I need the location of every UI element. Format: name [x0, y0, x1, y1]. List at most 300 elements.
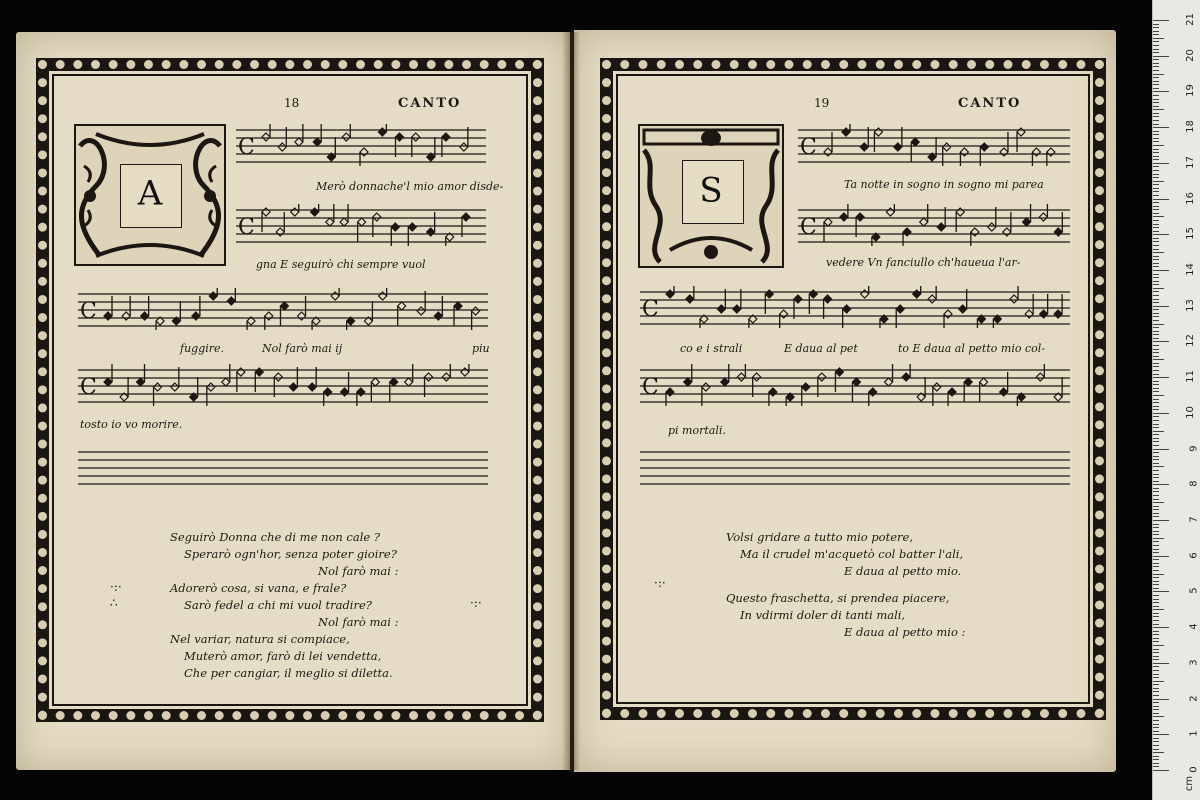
ruler-minor-tick [1153, 481, 1159, 482]
note-icon [872, 233, 880, 246]
ruler-tick [1153, 20, 1169, 21]
ruler-minor-tick [1153, 252, 1164, 253]
ruler-minor-tick [1153, 320, 1159, 321]
note-icon [454, 302, 462, 326]
ruler-minor-tick [1153, 749, 1159, 750]
ruler-minor-tick [1153, 681, 1164, 682]
ruler-minor-tick [1153, 384, 1159, 385]
left-lyric-line-4: Nol farò mai ij [262, 342, 343, 355]
note-icon [276, 212, 284, 236]
ruler-minor-tick [1153, 541, 1159, 542]
ruler-tick [1153, 413, 1169, 414]
ruler-minor-tick [1153, 52, 1159, 53]
note-icon [136, 364, 144, 386]
note-icon [977, 315, 985, 328]
right-initial-letter: S [699, 170, 723, 211]
ruler-minor-tick [1153, 345, 1159, 346]
clef-icon: C [800, 215, 817, 240]
ruler-minor-tick [1153, 159, 1159, 160]
ruler-tick [1153, 556, 1169, 557]
measurement-ruler [1152, 0, 1200, 800]
ruler-minor-tick [1153, 209, 1159, 210]
ruler-number: 15 [1185, 227, 1197, 241]
ruler-minor-tick [1153, 638, 1159, 639]
note-icon [1023, 204, 1031, 226]
left-dot-ornament-3: ·:· [470, 596, 482, 610]
note-icon [172, 301, 180, 325]
ruler-minor-tick [1153, 459, 1159, 460]
note-icon [869, 388, 877, 406]
ruler-number: 12 [1185, 334, 1197, 348]
ruler-minor-tick [1153, 438, 1159, 439]
ruler-minor-tick [1153, 759, 1159, 760]
ruler-minor-tick [1153, 313, 1159, 314]
ruler-number: 11 [1185, 370, 1197, 384]
left-poem-line-4: Adorerò cosa, si vana, e frale? [170, 581, 347, 595]
note-icon [378, 124, 386, 136]
ruler-minor-tick [1153, 316, 1159, 317]
ruler-minor-tick [1153, 370, 1159, 371]
note-icon [255, 368, 263, 392]
ruler-minor-tick [1153, 466, 1164, 467]
note-icon [913, 286, 921, 298]
left-poem-line-5: Sarò fedel a chi mi vuol tradire? [184, 598, 372, 612]
note-icon [311, 204, 319, 216]
note-icon [326, 204, 334, 226]
note-icon [327, 137, 335, 161]
right-poem [726, 530, 965, 642]
ruler-minor-tick [1153, 49, 1159, 50]
ruler-number: 17 [1185, 155, 1197, 169]
note-icon [666, 286, 674, 298]
ruler-minor-tick [1153, 249, 1159, 250]
ruler-minor-tick [1153, 99, 1159, 100]
ruler-number: 7 [1188, 516, 1200, 523]
right-lyric-line-5: to E daua al petto mio col- [898, 342, 1045, 355]
ruler-minor-tick [1153, 516, 1159, 517]
ruler-minor-tick [1153, 34, 1159, 35]
ruler-number: 16 [1185, 191, 1197, 205]
clef-icon: C [238, 135, 255, 160]
left-decorated-initial [74, 124, 226, 266]
ruler-number: 9 [1188, 444, 1200, 452]
note-icon [405, 364, 413, 386]
note-icon [980, 378, 988, 402]
ruler-minor-tick [1153, 463, 1159, 464]
ruler-tick [1153, 163, 1169, 164]
ruler-minor-tick [1153, 477, 1159, 478]
right-staff-2 [798, 204, 1070, 246]
ruler-minor-tick [1153, 77, 1159, 78]
ruler-minor-tick [1153, 277, 1159, 278]
right-poem-line-2: Ma il crudel m'acquetò col batter l'ali, [740, 547, 964, 561]
right-poem-line-5: In vdirmi doler di tanti mali, [740, 608, 906, 622]
ruler-minor-tick [1153, 191, 1159, 192]
note-icon [209, 288, 217, 300]
note-icon [749, 315, 757, 328]
note-icon [427, 137, 435, 161]
ruler-tick [1153, 520, 1169, 521]
note-icon [840, 204, 848, 221]
ruler-minor-tick [1153, 645, 1164, 646]
note-icon [1017, 128, 1025, 152]
left-poem-line-8: Muterò amor, farò di lei vendetta, [184, 649, 382, 663]
ruler-minor-tick [1153, 81, 1159, 82]
note-icon [364, 301, 372, 325]
ruler-minor-tick [1153, 359, 1164, 360]
left-staff-1 [236, 124, 486, 166]
ruler-minor-tick [1153, 266, 1159, 267]
ruler-tick [1153, 270, 1169, 271]
ruler-minor-tick [1153, 366, 1159, 367]
ruler-minor-tick [1153, 134, 1159, 135]
note-icon [340, 204, 348, 226]
ruler-tick [1153, 377, 1169, 378]
ruler-minor-tick [1153, 388, 1159, 389]
ruler-minor-tick [1153, 731, 1159, 732]
note-icon [312, 317, 320, 330]
ruler-minor-tick [1153, 431, 1164, 432]
note-icon [928, 137, 936, 161]
ruler-minor-tick [1153, 534, 1159, 535]
ruler-number: 0 [1188, 766, 1200, 773]
note-icon [1054, 294, 1062, 318]
ruler-tick [1153, 91, 1169, 92]
note-icon [156, 317, 164, 330]
ruler-minor-tick [1153, 170, 1159, 171]
ruler-minor-tick [1153, 624, 1159, 625]
ruler-minor-tick [1153, 213, 1159, 214]
ruler-minor-tick [1153, 609, 1164, 610]
ruler-minor-tick [1153, 424, 1159, 425]
right-lyric-line-2: vedere Vn fanciullo ch'haueua l'ar- [826, 256, 1021, 269]
left-dot-ornament-2: ∴ [110, 596, 118, 610]
right-running-head: CANTO [958, 96, 1022, 111]
note-icon [956, 208, 964, 232]
ruler-minor-tick [1153, 452, 1159, 453]
ruler-number: 1 [1188, 730, 1200, 737]
ruler-minor-tick [1153, 45, 1159, 46]
note-icon [1040, 294, 1048, 318]
ruler-minor-tick [1153, 66, 1159, 67]
ruler-tick [1153, 770, 1169, 771]
ruler-minor-tick [1153, 577, 1159, 578]
left-poem-line-2: Sperarò ogn'hor, senza poter gioire? [184, 547, 397, 561]
note-icon [427, 212, 435, 236]
right-lyric-line-4: E daua al pet [784, 342, 858, 355]
right-lyric-line-1: Ta notte in sogno in sogno mi parea [844, 178, 1044, 191]
ruler-number: 4 [1188, 623, 1200, 630]
ruler-minor-tick [1153, 684, 1159, 685]
ruler-tick [1153, 591, 1169, 592]
left-lyric-line-1: Merò donnache'l mio amor disde- [316, 180, 504, 193]
ruler-minor-tick [1153, 588, 1159, 589]
ruler-minor-tick [1153, 570, 1159, 571]
clef-icon: C [80, 375, 97, 400]
clef-icon: C [642, 375, 659, 400]
ruler-minor-tick [1153, 741, 1159, 742]
ruler-minor-tick [1153, 527, 1159, 528]
ruler-minor-tick [1153, 291, 1159, 292]
ruler-minor-tick [1153, 613, 1159, 614]
ruler-minor-tick [1153, 559, 1159, 560]
ruler-tick [1153, 234, 1169, 235]
note-icon [192, 296, 200, 320]
ruler-minor-tick [1153, 331, 1159, 332]
ruler-minor-tick [1153, 656, 1159, 657]
ruler-minor-tick [1153, 106, 1159, 107]
note-icon [227, 288, 235, 305]
right-staff-4 [640, 364, 1070, 406]
ruler-minor-tick [1153, 406, 1159, 407]
left-poem-line-3: Nol farò mai : [318, 564, 399, 578]
ruler-minor-tick [1153, 327, 1159, 328]
ruler-minor-tick [1153, 95, 1159, 96]
ruler-minor-tick [1153, 402, 1159, 403]
right-lyric-line-3: co e i strali [680, 342, 743, 355]
right-page-number: 19 [814, 96, 830, 110]
ruler-minor-tick [1153, 309, 1159, 310]
ruler-minor-tick [1153, 409, 1159, 410]
left-page-number: 18 [284, 96, 300, 110]
note-icon [700, 315, 708, 328]
left-lyric-line-6: tosto io vo morire. [80, 418, 183, 431]
ruler-minor-tick [1153, 563, 1159, 564]
note-icon [122, 296, 130, 320]
ruler-minor-tick [1153, 288, 1164, 289]
right-staff-1 [798, 124, 1070, 166]
book-gutter [562, 32, 580, 770]
note-icon [809, 290, 817, 314]
note-icon [721, 364, 729, 386]
ruler-minor-tick [1153, 634, 1159, 635]
ruler-minor-tick [1153, 124, 1159, 125]
left-running-head: CANTO [398, 96, 462, 111]
note-icon [104, 364, 112, 386]
ruler-minor-tick [1153, 552, 1159, 553]
note-icon [1017, 393, 1025, 406]
ruler-tick [1153, 127, 1169, 128]
left-lyric-line-3: fuggire. [180, 342, 225, 355]
note-icon [666, 388, 674, 406]
ruler-minor-tick [1153, 502, 1164, 503]
ruler-tick [1153, 306, 1169, 307]
ruler-tick [1153, 663, 1169, 664]
note-icon [960, 148, 968, 166]
ruler-minor-tick [1153, 299, 1159, 300]
left-dot-ornament-1: ·:· [110, 580, 122, 594]
ruler-minor-tick [1153, 38, 1164, 39]
ruler-minor-tick [1153, 109, 1164, 110]
note-icon [903, 228, 911, 246]
ruler-number: 21 [1185, 13, 1197, 26]
ruler-minor-tick [1153, 138, 1159, 139]
ruler-minor-tick [1153, 763, 1159, 764]
right-lyric-line-6: pi mortali. [668, 424, 726, 437]
right-staff-empty [640, 446, 1070, 488]
note-icon [262, 208, 270, 232]
note-icon [684, 364, 692, 386]
note-icon [141, 296, 149, 320]
ruler-minor-tick [1153, 374, 1159, 375]
ruler-minor-tick [1153, 474, 1159, 475]
ruler-number: 10 [1185, 405, 1197, 419]
note-icon [686, 286, 694, 303]
note-icon [434, 296, 442, 320]
ruler-minor-tick [1153, 352, 1159, 353]
ruler-minor-tick [1153, 177, 1159, 178]
clef-icon: C [80, 299, 97, 324]
ruler-minor-tick [1153, 84, 1159, 85]
ruler-minor-tick [1153, 59, 1159, 60]
note-icon [842, 124, 850, 136]
ruler-minor-tick [1153, 738, 1159, 739]
ruler-minor-tick [1153, 145, 1164, 146]
ruler-number: 20 [1185, 48, 1197, 62]
note-icon [1032, 148, 1040, 166]
ruler-minor-tick [1153, 445, 1159, 446]
note-icon [120, 377, 128, 401]
ruler-minor-tick [1153, 149, 1159, 150]
ruler-minor-tick [1153, 156, 1159, 157]
note-icon [874, 128, 882, 152]
ruler-minor-tick [1153, 284, 1159, 285]
ruler-minor-tick [1153, 349, 1159, 350]
ruler-minor-tick [1153, 259, 1159, 260]
ruler-minor-tick [1153, 131, 1159, 132]
ruler-minor-tick [1153, 70, 1159, 71]
ruler-minor-tick [1153, 302, 1159, 303]
ruler-minor-tick [1153, 724, 1159, 725]
clef-icon: C [642, 297, 659, 322]
ruler-number: 3 [1188, 659, 1200, 666]
ruler-minor-tick [1153, 677, 1159, 678]
ruler-minor-tick [1153, 584, 1159, 585]
ruler-minor-tick [1153, 31, 1159, 32]
ruler-minor-tick [1153, 674, 1159, 675]
ruler-minor-tick [1153, 756, 1159, 757]
left-staff-2 [236, 204, 486, 246]
ruler-minor-tick [1153, 166, 1159, 167]
ruler-minor-tick [1153, 506, 1159, 507]
ruler-minor-tick [1153, 181, 1164, 182]
ruler-minor-tick [1153, 216, 1164, 217]
note-icon [341, 372, 349, 396]
ruler-minor-tick [1153, 488, 1159, 489]
ruler-minor-tick [1153, 513, 1159, 514]
note-icon [190, 377, 198, 401]
ruler-minor-tick [1153, 599, 1159, 600]
ruler-minor-tick [1153, 245, 1159, 246]
ruler-minor-tick [1153, 174, 1159, 175]
ruler-minor-tick [1153, 616, 1159, 617]
right-poem-line-3: E daua al petto mio. [844, 564, 962, 578]
ruler-minor-tick [1153, 531, 1159, 532]
ruler-minor-tick [1153, 184, 1159, 185]
note-icon [247, 317, 255, 330]
ruler-minor-tick [1153, 120, 1159, 121]
note-icon [1054, 212, 1062, 236]
right-staff-3 [640, 286, 1070, 328]
ruler-minor-tick [1153, 195, 1159, 196]
ruler-minor-tick [1153, 152, 1159, 153]
note-icon [1047, 148, 1055, 166]
ruler-minor-tick [1153, 745, 1159, 746]
note-icon [1003, 212, 1011, 236]
ruler-minor-tick [1153, 566, 1159, 567]
ruler-number: 2 [1188, 694, 1200, 702]
ruler-minor-tick [1153, 416, 1159, 417]
ruler-number: 18 [1185, 120, 1197, 134]
ruler-unit-label: cm [1183, 775, 1195, 792]
left-poem-line-9: Che per cangiar, il meglio si diletta. [184, 666, 393, 680]
ruler-minor-tick [1153, 727, 1159, 728]
left-staff-3 [78, 288, 488, 330]
ruler-number: 6 [1188, 552, 1200, 559]
ruler-minor-tick [1153, 545, 1159, 546]
note-icon [917, 377, 925, 401]
ruler-minor-tick [1153, 281, 1159, 282]
note-icon [993, 315, 1001, 328]
ruler-minor-tick [1153, 470, 1159, 471]
left-poem-line-7: Nel variar, natura si compiace, [170, 632, 350, 646]
left-lyric-line-5: piu [472, 342, 490, 355]
note-icon [1025, 294, 1033, 318]
note-icon [265, 312, 273, 330]
ruler-minor-tick [1153, 441, 1159, 442]
ruler-minor-tick [1153, 274, 1159, 275]
right-poem-line-4: Questo fraschetta, si prendea piacere, [726, 591, 950, 605]
ruler-minor-tick [1153, 295, 1159, 296]
note-icon [1000, 372, 1008, 396]
ruler-tick [1153, 627, 1169, 628]
ruler-minor-tick [1153, 766, 1159, 767]
clef-icon: C [800, 135, 817, 160]
note-icon [948, 388, 956, 406]
ruler-minor-tick [1153, 188, 1159, 189]
ruler-minor-tick [1153, 691, 1159, 692]
note-icon [911, 138, 919, 162]
ruler-minor-tick [1153, 456, 1159, 457]
note-icon [280, 302, 288, 326]
ruler-minor-tick [1153, 27, 1159, 28]
ruler-number: 5 [1188, 587, 1200, 595]
ruler-minor-tick [1153, 620, 1159, 621]
ruler-minor-tick [1153, 649, 1159, 650]
ruler-minor-tick [1153, 241, 1159, 242]
ruler-minor-tick [1153, 24, 1159, 25]
note-icon [971, 228, 979, 246]
ruler-minor-tick [1153, 652, 1159, 653]
right-poem-line-1: Volsi gridare a tutto mio potere, [726, 530, 913, 544]
ruler-minor-tick [1153, 256, 1159, 257]
ruler-minor-tick [1153, 595, 1159, 596]
note-icon [944, 310, 952, 328]
ruler-minor-tick [1153, 695, 1159, 696]
ruler-minor-tick [1153, 752, 1164, 753]
ruler-minor-tick [1153, 395, 1164, 396]
ruler-minor-tick [1153, 363, 1159, 364]
note-icon [885, 364, 893, 386]
ruler-minor-tick [1153, 116, 1159, 117]
ruler-minor-tick [1153, 713, 1159, 714]
note-icon [852, 378, 860, 402]
note-icon [824, 218, 832, 242]
ruler-number: 13 [1185, 298, 1197, 312]
clef-icon: C [238, 215, 255, 240]
ruler-minor-tick [1153, 227, 1159, 228]
note-icon [360, 148, 368, 166]
